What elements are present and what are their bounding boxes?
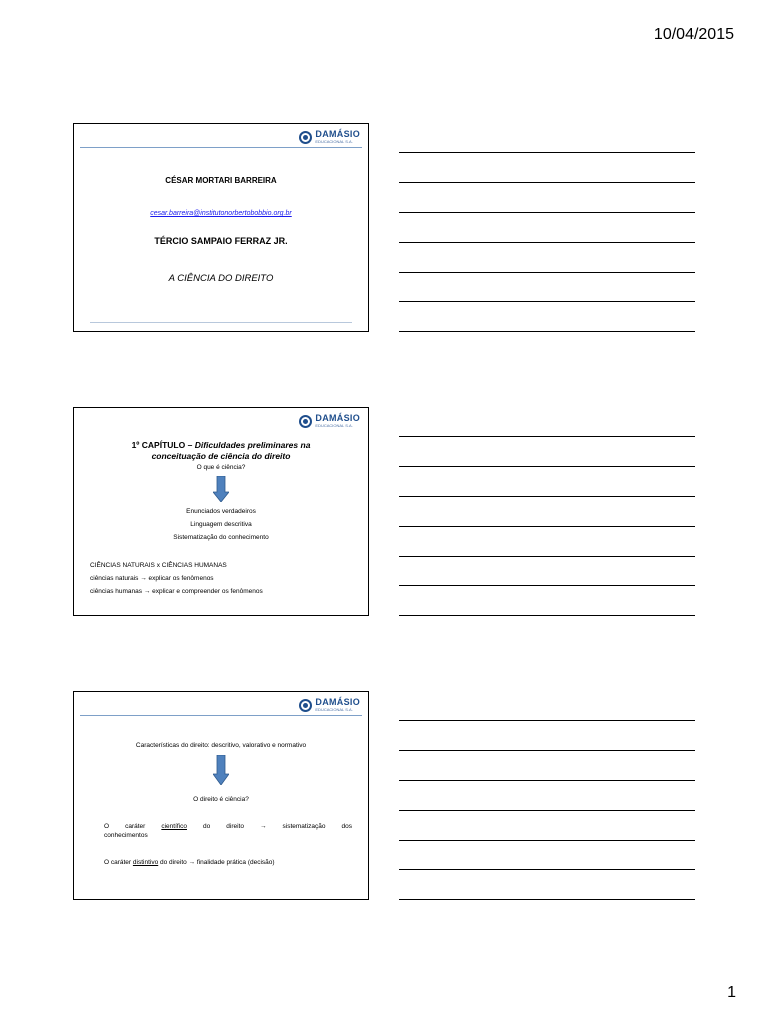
distinctive-character-line [104, 859, 352, 868]
note-line[interactable] [399, 436, 695, 437]
down-arrow-icon [213, 476, 229, 502]
author-name: TÉRCIO SAMPAIO FERRAZ JR. [154, 236, 288, 246]
note-line[interactable] [399, 466, 695, 467]
presenter-email-link[interactable]: cesar.barreira@institutonorbertobobbio.org.br [150, 210, 292, 217]
underlined-term: científico [161, 823, 187, 830]
note-line[interactable] [399, 331, 695, 332]
note-line[interactable] [399, 526, 695, 527]
note-line[interactable] [399, 272, 695, 273]
note-line[interactable] [399, 242, 695, 243]
note-line[interactable] [399, 301, 695, 302]
note-line[interactable] [399, 182, 695, 183]
logo-name: DAMÁSIO [315, 129, 360, 139]
damasio-logo [299, 130, 360, 144]
text-fragment: do direito → finalidade prática (decisão) [160, 859, 275, 866]
text-fragment: O caráter [104, 859, 132, 866]
damasio-logo [299, 698, 360, 712]
note-line[interactable] [399, 212, 695, 213]
chapter-prefix: 1º CAPÍTULO – [131, 440, 193, 450]
note-line[interactable] [399, 615, 695, 616]
page-number: 1 [727, 984, 736, 1001]
scientific-character-continuation: conhecimentos [104, 832, 148, 839]
logo-subtitle: EDUCACIONAL S.A. [315, 139, 353, 144]
chapter-title-line-2: conceituação de ciência do direito [151, 451, 291, 461]
text-fragment: O caráter [104, 823, 146, 830]
logo-icon [299, 131, 312, 144]
note-line[interactable] [399, 720, 695, 721]
natural-sciences-line: ciências naturais → explicar os fenômenos [90, 575, 214, 582]
logo-name: DAMÁSIO [315, 697, 360, 707]
logo-icon [299, 699, 312, 712]
science-question: O que é ciência? [196, 464, 246, 471]
logo-name: DAMÁSIO [315, 413, 360, 423]
logo-subtitle: EDUCACIONAL S.A. [315, 423, 353, 428]
science-item: Enunciados verdadeiros [186, 508, 256, 515]
science-item: Linguagem descritiva [190, 521, 252, 528]
human-sciences-line: ciências humanas → explicar e compreender os fenômenos [90, 588, 263, 595]
slide-2 [73, 407, 369, 616]
note-line[interactable] [399, 152, 695, 153]
science-item: Sistematização do conhecimento [173, 534, 269, 541]
note-line[interactable] [399, 780, 695, 781]
note-line[interactable] [399, 869, 695, 870]
scientific-character-line [104, 823, 352, 832]
underlined-term: distintivo [132, 859, 159, 866]
footer-divider [90, 322, 352, 323]
note-line[interactable] [399, 496, 695, 497]
note-line[interactable] [399, 750, 695, 751]
slide-1 [73, 123, 369, 332]
header-divider [80, 715, 362, 716]
chapter-title-line-1: Dificuldades preliminares na [194, 440, 311, 450]
note-line[interactable] [399, 556, 695, 557]
law-science-question: O direito é ciência? [193, 796, 249, 803]
date-label: 10/04/2015 [653, 26, 734, 43]
law-characteristics: Características do direito: descritivo, valorativo e normativo [135, 742, 307, 749]
damasio-logo [299, 414, 360, 428]
logo-icon [299, 415, 312, 428]
sciences-contrast: CIÊNCIAS NATURAIS x CIÊNCIAS HUMANAS [90, 562, 227, 569]
header-divider [80, 147, 362, 148]
note-line[interactable] [399, 810, 695, 811]
book-title: A CIÊNCIA DO DIREITO [168, 273, 274, 284]
slide-3 [73, 691, 369, 900]
text-fragment: do direito → sistematização dos [203, 823, 353, 830]
note-line[interactable] [399, 840, 695, 841]
down-arrow-icon [213, 755, 229, 785]
note-line[interactable] [399, 899, 695, 900]
presenter-name: CÉSAR MORTARI BARREIRA [165, 176, 277, 185]
note-line[interactable] [399, 585, 695, 586]
logo-subtitle: EDUCACIONAL S.A. [315, 707, 353, 712]
chapter-heading [74, 440, 368, 462]
